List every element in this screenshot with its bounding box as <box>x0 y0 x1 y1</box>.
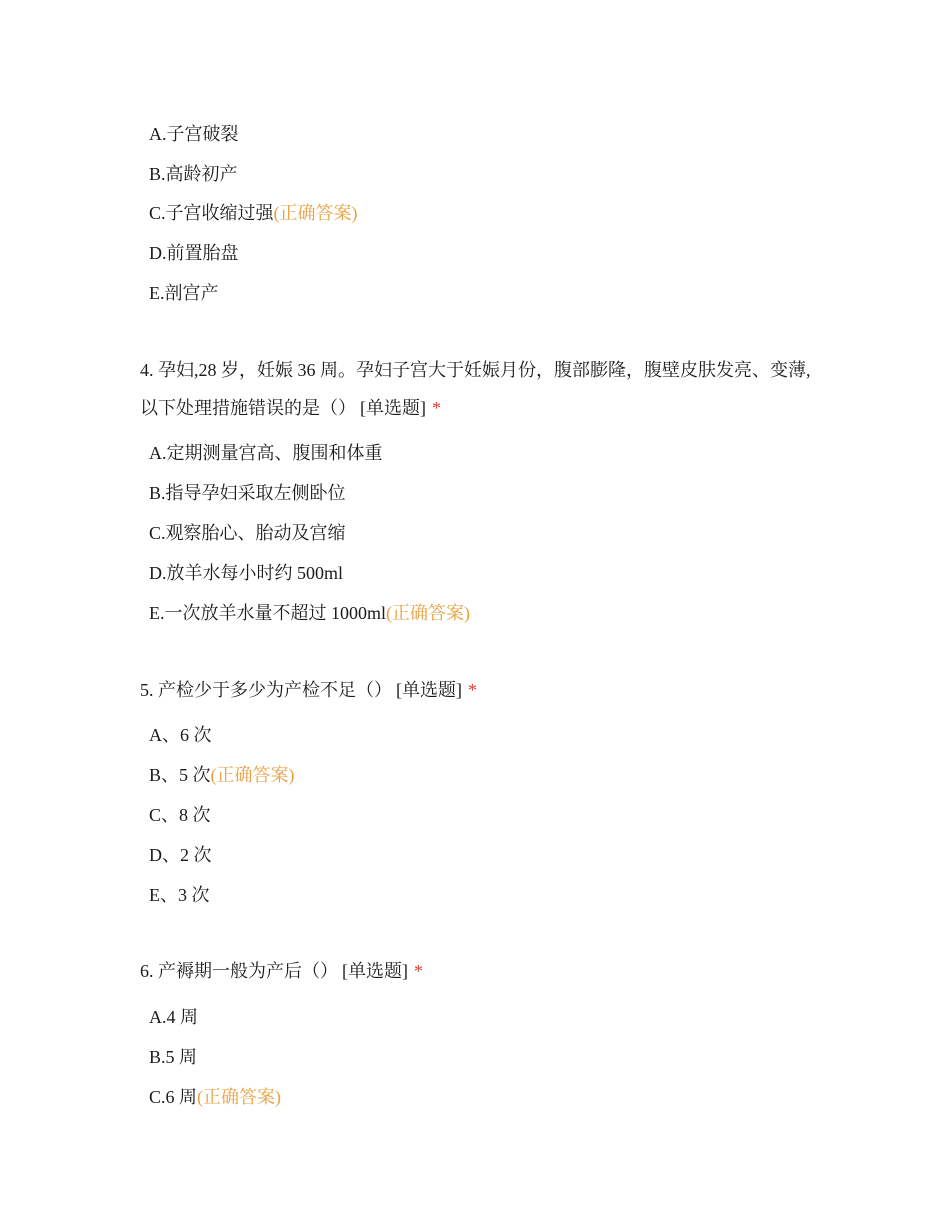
option-label: D、2 次 <box>149 845 212 865</box>
option-3e <box>149 281 219 305</box>
option-label: C.6 周 <box>149 1087 198 1107</box>
option-label: D.前置胎盘 <box>149 243 239 263</box>
option-3d <box>149 241 239 265</box>
option-5e <box>149 883 210 907</box>
option-4d <box>149 561 343 585</box>
required-marker: * <box>414 961 423 981</box>
required-marker: * <box>468 680 477 700</box>
correct-answer-marker: (正确答案) <box>210 765 295 785</box>
option-label: E.剖宫产 <box>149 283 219 303</box>
correct-answer-marker: (正确答案) <box>273 203 358 223</box>
option-3a <box>149 122 239 146</box>
option-5b <box>149 763 295 787</box>
option-label: A.定期测量宫高、腹围和体重 <box>149 443 383 463</box>
option-5c <box>149 803 211 827</box>
question-type-tag: [单选题] <box>360 398 426 418</box>
option-3c <box>149 201 358 225</box>
option-4a <box>149 441 383 465</box>
option-label: D.放羊水每小时约 500ml <box>149 563 344 583</box>
correct-answer-marker: (正确答案) <box>386 603 470 623</box>
option-3b <box>149 162 238 186</box>
option-6a <box>149 1005 198 1029</box>
option-label: E.一次放羊水量不超过 1000ml <box>149 603 386 623</box>
required-marker: * <box>432 398 441 418</box>
option-label: A.4 周 <box>149 1007 198 1027</box>
correct-answer-marker: (正确答案) <box>197 1087 282 1107</box>
option-label: C.观察胎心、胎动及宫缩 <box>149 523 346 543</box>
option-4b <box>149 481 346 505</box>
option-label: A.子宫破裂 <box>149 124 239 144</box>
option-6b <box>149 1045 197 1069</box>
option-label: B.指导孕妇采取左侧卧位 <box>149 483 346 503</box>
option-label: B.高龄初产 <box>149 164 238 184</box>
option-5a <box>149 723 212 747</box>
question-type-tag: [单选题] <box>396 680 462 700</box>
option-label: C、8 次 <box>149 805 211 825</box>
option-5d <box>149 843 212 867</box>
question-text: 5. 产检少于多少为产检不足（） <box>140 680 392 700</box>
question-text: 6. 产褥期一般为产后（） <box>140 961 338 981</box>
option-6c <box>149 1085 281 1109</box>
option-4e <box>149 601 470 625</box>
option-4c <box>149 521 346 545</box>
question-5-title <box>140 671 820 709</box>
option-label: E、3 次 <box>149 885 210 905</box>
option-label: B.5 周 <box>149 1047 198 1067</box>
question-4-title <box>140 351 820 427</box>
option-label: B、5 次 <box>149 765 211 785</box>
question-text: 4. 孕妇,28 岁，妊娠 36 周。孕妇子宫大于妊娠月份，腹部膨隆，腹壁皮肤发亮、变薄,以下处理措施错误的是（） <box>140 360 811 418</box>
option-label: A、6 次 <box>149 725 212 745</box>
question-6-title <box>140 952 820 990</box>
question-type-tag: [单选题] <box>342 961 408 981</box>
option-label: C.子宫收缩过强 <box>149 203 274 223</box>
